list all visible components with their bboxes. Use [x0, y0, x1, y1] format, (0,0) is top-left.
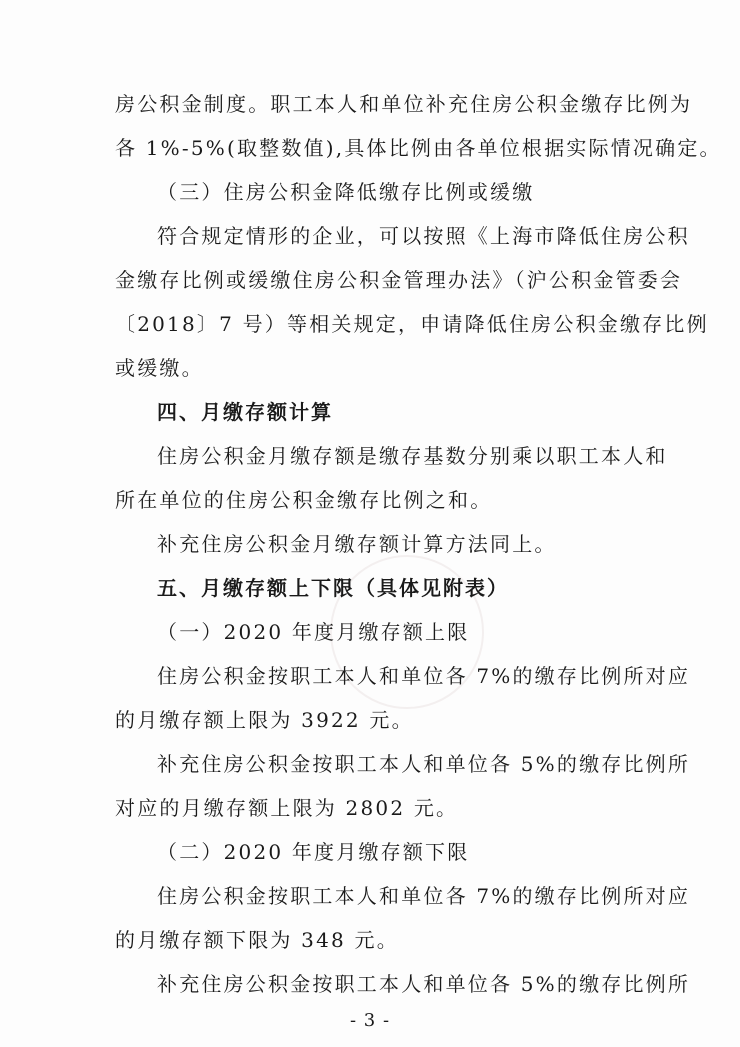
paragraph-line: 的月缴存额上限为 3922 元。 [115, 708, 414, 732]
paragraph-line: 补充住房公积金按职工本人和单位各 5%的缴存比例所 [157, 972, 691, 996]
paragraph-line: 对应的月缴存额上限为 2802 元。 [115, 796, 459, 820]
paragraph-line: 住房公积金按职工本人和单位各 7%的缴存比例所对应 [157, 664, 691, 688]
paragraph-line: 或缓缴。 [115, 356, 204, 380]
subsection-heading-5-2: （二）2020 年度月缴存额下限 [157, 840, 470, 864]
paragraph-line: 补充住房公积金月缴存额计算方法同上。 [157, 532, 557, 556]
paragraph-line: 住房公积金按职工本人和单位各 7%的缴存比例所对应 [157, 884, 691, 908]
subsection-heading-5-1: （一）2020 年度月缴存额上限 [157, 620, 470, 644]
paragraph-line: 的月缴存额下限为 348 元。 [115, 928, 399, 952]
subsection-heading-3: （三）住房公积金降低缴存比例或缓缴 [157, 180, 535, 204]
paragraph-line: 房公积金制度。职工本人和单位补充住房公积金缴存比例为 [115, 92, 693, 116]
paragraph-line: 〔2018〕7 号）等相关规定，申请降低住房公积金缴存比例 [115, 312, 709, 336]
page-number: - 3 - [349, 1010, 391, 1031]
paragraph-line: 所在单位的住房公积金缴存比例之和。 [115, 488, 493, 512]
section-heading-4: 四、月缴存额计算 [157, 400, 333, 424]
paragraph-line: 补充住房公积金按职工本人和单位各 5%的缴存比例所 [157, 752, 691, 776]
paragraph-line: 金缴存比例或缓缴住房公积金管理办法》（沪公积金管委会 [115, 268, 683, 292]
paragraph-line: 符合规定情形的企业，可以按照《上海市降低住房公积 [157, 224, 690, 248]
paragraph-line: 住房公积金月缴存额是缴存基数分别乘以职工本人和 [157, 444, 668, 468]
section-heading-5: 五、月缴存额上下限（具体见附表） [157, 576, 509, 600]
paragraph-line: 各 1%-5%(取整数值),具体比例由各单位根据实际情况确定。 [115, 136, 722, 160]
